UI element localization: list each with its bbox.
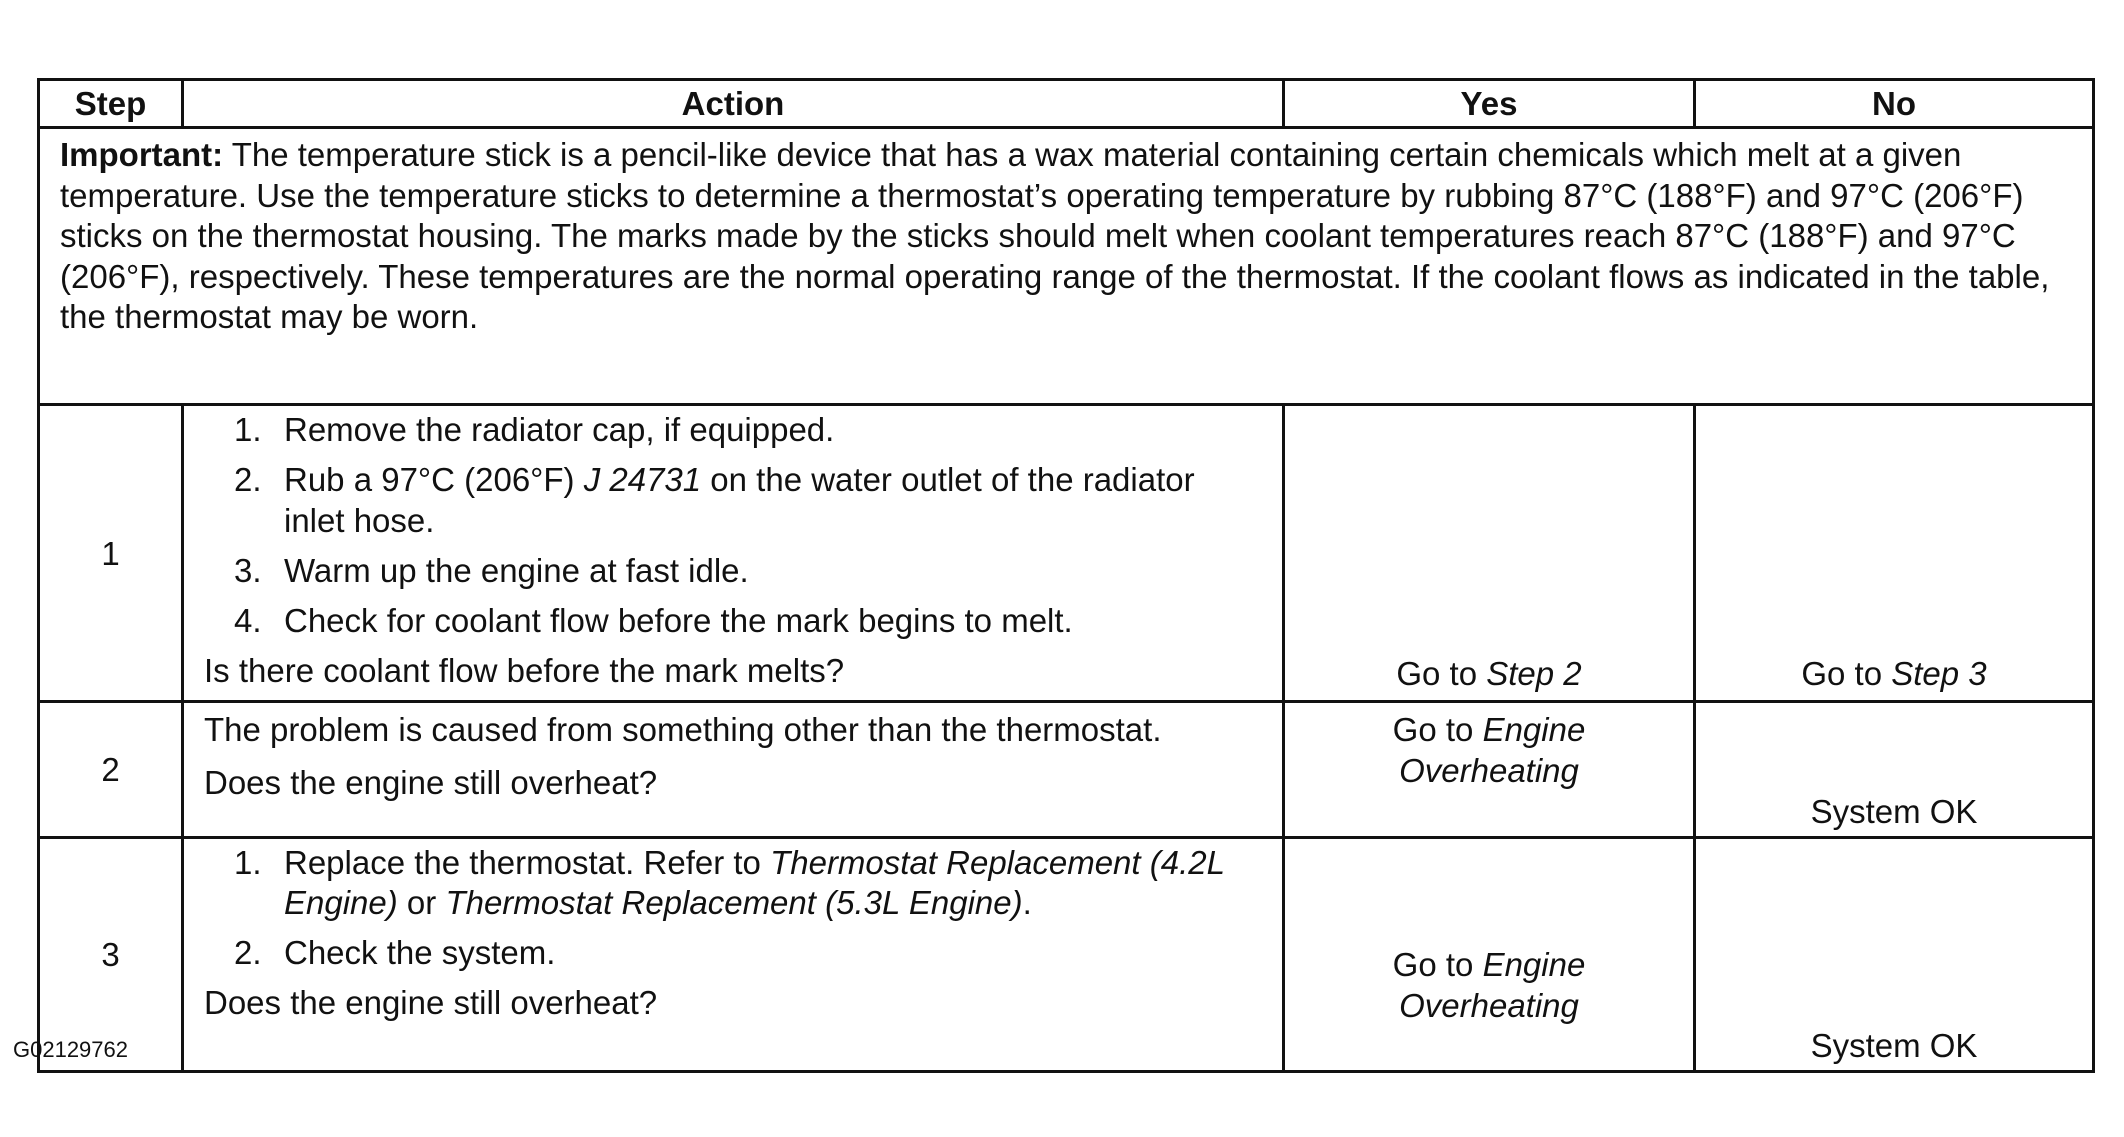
yes-result: [1284, 702, 1695, 838]
table-row-step-3: [39, 838, 2094, 1072]
action-steps-list: [204, 409, 1262, 641]
procedure-reference: Thermostat Replacement (5.3L Engine): [445, 884, 1023, 921]
header-row: [39, 80, 2094, 128]
step-number: 2: [39, 702, 183, 838]
procedure-reference: Overheating: [1399, 752, 1579, 789]
item-number: 4.: [234, 602, 262, 639]
item-number: 1.: [234, 844, 262, 881]
procedure-reference: Engine: [1482, 711, 1586, 748]
item-number: 2.: [234, 461, 262, 498]
result-prefix: Go to: [1801, 655, 1892, 692]
action-steps-list: [204, 843, 1262, 973]
item-text: Check the system.: [284, 934, 556, 971]
list-item: [204, 932, 1262, 973]
diagnostic-question: Is there coolant flow before the mark melts?: [204, 652, 845, 689]
list-item: [204, 459, 1262, 541]
yes-result: [1284, 838, 1695, 1072]
action-statement: The problem is caused from something other than the thermostat.: [204, 711, 1162, 748]
list-item: [204, 550, 1262, 591]
figure-id: G02129762: [13, 1037, 128, 1062]
step-number: 3: [39, 838, 183, 1072]
item-text: or: [397, 884, 446, 921]
table-row-step-2: [39, 702, 2094, 838]
procedure-reference: Engine: [1482, 946, 1586, 983]
step-number: 1: [39, 405, 183, 702]
item-text: Rub a 97°C (206°F): [284, 461, 584, 498]
yes-result: [1284, 405, 1695, 702]
item-text: Replace the thermostat. Refer to: [284, 844, 771, 881]
list-item: [204, 843, 1262, 923]
item-number: 3.: [234, 552, 262, 589]
result-prefix: Go to: [1396, 655, 1487, 692]
important-note: [39, 128, 2094, 405]
diagnostic-table: [37, 78, 2095, 1073]
action-column-header: Action: [183, 80, 1284, 128]
list-item: [204, 409, 1262, 450]
important-note-row: [39, 128, 2094, 405]
item-number: 2.: [234, 934, 262, 971]
important-label: Important:: [60, 136, 224, 173]
action-cell: [183, 702, 1284, 838]
item-number: 1.: [234, 411, 262, 448]
important-text: The temperature stick is a pencil-like device that has a wax material containing certain chemicals which melt at a given temperature. Use the temperature sticks to determine a thermostat’s operating temperature by rubbing 87°C (188°F) and 97°C (206°F) sticks on the thermostat housing. The marks made by the sticks should melt when coolant temperatures reach 87°C (188°F) and 97°C (206°F), respectively. These temperatures are the normal operating range of the thermostat. If the coolant flows as indicated in the table, the thermostat may be worn.: [60, 136, 2050, 335]
item-text: on the water outlet of the radiator inlet hose.: [284, 461, 1195, 539]
item-text: Check for coolant flow before the mark begins to melt.: [284, 602, 1073, 639]
procedure-reference: Thermostat Replacement (4.2L Engine): [284, 844, 1225, 921]
item-text: .: [1022, 884, 1032, 921]
list-item: [204, 600, 1262, 641]
step-column-header: Step: [39, 80, 183, 128]
item-text: Warm up the engine at fast idle.: [284, 552, 749, 589]
table-row-step-1: [39, 405, 2094, 702]
no-result: System OK: [1695, 702, 2094, 838]
item-text: Remove the radiator cap, if equipped.: [284, 411, 835, 448]
no-result: [1695, 405, 2094, 702]
no-result: System OK: [1695, 838, 2094, 1072]
tool-reference: J 24731: [583, 461, 702, 498]
no-column-header: No: [1695, 80, 2094, 128]
procedure-reference: Overheating: [1399, 987, 1579, 1024]
diagnostic-question: Does the engine still overheat?: [204, 764, 658, 801]
yes-column-header: Yes: [1284, 80, 1695, 128]
action-cell: [183, 405, 1284, 702]
result-prefix: Go to: [1392, 946, 1483, 983]
result-prefix: Go to: [1392, 711, 1483, 748]
diagnostic-question: Does the engine still overheat?: [204, 984, 658, 1021]
step-reference: Step 3: [1891, 655, 1987, 692]
action-cell: [183, 838, 1284, 1072]
step-reference: Step 2: [1486, 655, 1582, 692]
